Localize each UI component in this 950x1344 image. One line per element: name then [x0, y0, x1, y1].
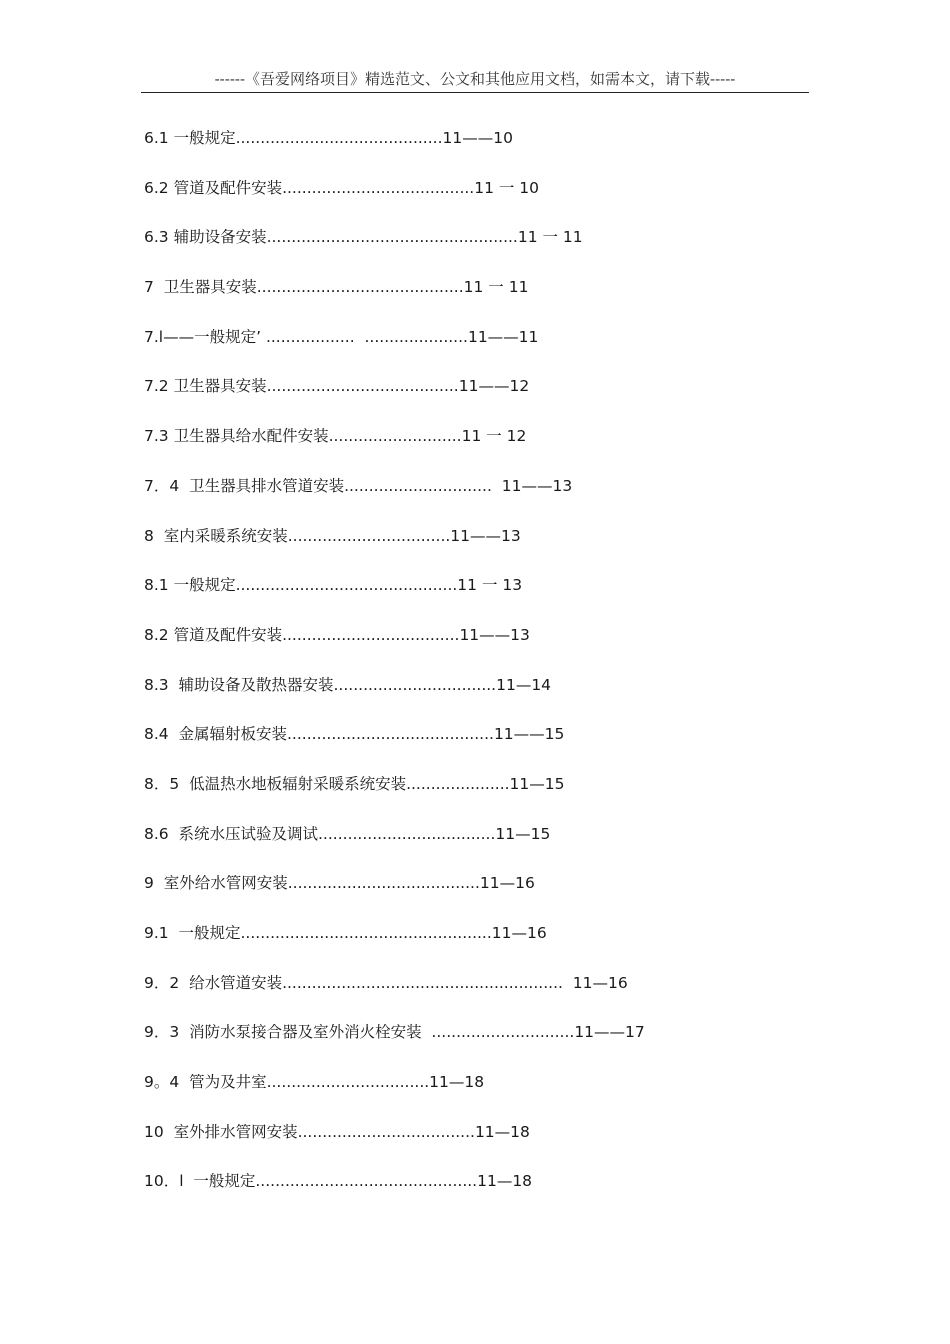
toc-entry-7-3[interactable]: 7.3 卫生器具给水配件安装...........................11 一 12	[144, 427, 527, 446]
table-of-contents	[144, 124, 844, 1217]
toc-entry-9-1[interactable]: 9.1 一般规定...................................................11—16	[144, 924, 547, 942]
toc-entry-9-4[interactable]: 9。4 管为及井室.................................11—18	[144, 1073, 485, 1092]
toc-entry-8[interactable]: 8 室内采暖系统安装.................................11——13	[144, 526, 521, 545]
toc-entry-8-4[interactable]: 8.4 金属辐射板安装..........................................11——15	[144, 725, 565, 744]
toc-entry-8-6[interactable]: 8.6 系统水压试验及调试....................................11—15	[144, 824, 551, 843]
toc-entry-8-1[interactable]: 8.1 一般规定.............................................11 一 13	[144, 576, 523, 595]
toc-entry-8-3[interactable]: 8.3 辅助设备及散热器安装.................................11—14	[144, 675, 552, 694]
toc-entry-7-2[interactable]: 7.2 卫生器具安装.......................................11——12	[144, 377, 530, 396]
toc-entry-7[interactable]: 7 卫生器具安装..........................................11 一 11	[144, 278, 529, 297]
toc-entry-6-3[interactable]: 6.3 辅助设备安装...................................................11 一 11	[144, 228, 583, 247]
toc-entry-8-2[interactable]: 8.2 管道及配件安装....................................11——13	[144, 625, 530, 644]
toc-entry-9-3[interactable]: 9．3 消防水泵接合器及室外消火栓安装 .............................11——17	[144, 1023, 645, 1042]
toc-entry-6-1[interactable]: 6.1 一般规定..........................................11——10	[144, 129, 513, 147]
toc-entry-10-1[interactable]: 10．l 一般规定.............................................11—18	[144, 1172, 533, 1191]
page-header: ------《吾爱网络项目》精选范文、公文和其他应用文档，如需本文，请下载-----	[214, 70, 736, 88]
toc-entry-7-1[interactable]: 7.l——一般规定’ .................. .....................11——11	[144, 327, 539, 346]
toc-entry-9-2[interactable]: 9．2 给水管道安装......................................................... 11—16	[144, 973, 628, 992]
toc-entry-6-2[interactable]: 6.2 管道及配件安装.......................................11 一 10	[144, 178, 540, 197]
toc-entry-10[interactable]: 10 室外排水管网安装....................................11—18	[144, 1122, 530, 1141]
toc-entry-7-4[interactable]: 7．4 卫生器具排水管道安装.............................. 11——13	[144, 476, 573, 495]
toc-entry-8-5[interactable]: 8．5 低温热水地板辐射采暖系统安装.....................11—15	[144, 774, 565, 793]
toc-entry-9[interactable]: 9 室外给水管网安装.......................................11—16	[144, 874, 535, 893]
header-rule	[141, 92, 809, 93]
